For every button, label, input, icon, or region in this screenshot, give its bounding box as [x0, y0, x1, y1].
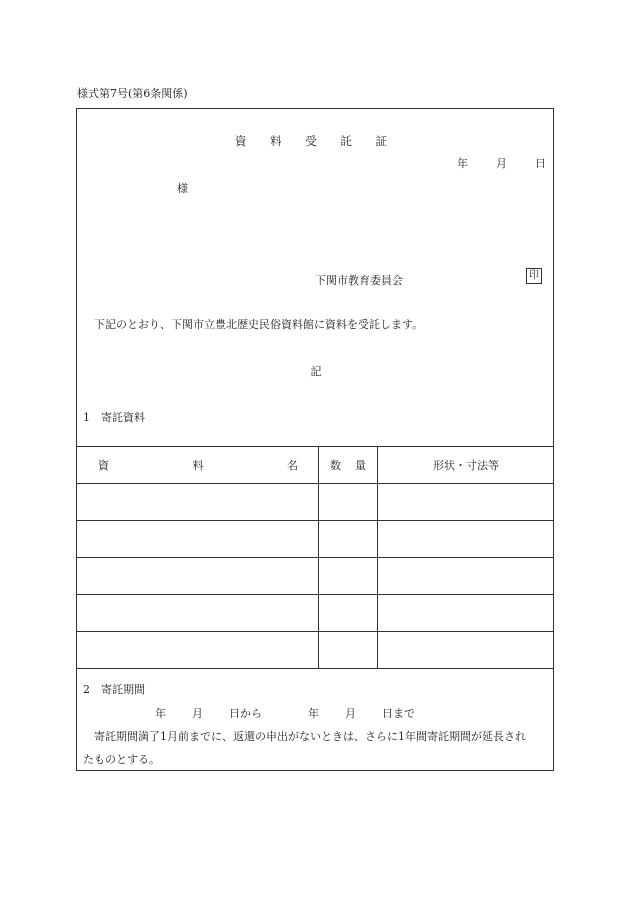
- deposit-items-table: [76, 446, 554, 669]
- table-row: [76, 484, 554, 521]
- period-to-month: 月: [345, 707, 356, 720]
- header-quantity: [319, 447, 378, 484]
- deposit-period-line: [155, 705, 415, 721]
- header-item-name: [76, 447, 319, 484]
- cell-shape-size[interactable]: [378, 632, 555, 669]
- certificate-title: 資 料 受 託 証: [234, 134, 398, 148]
- header-shape-size: 形状・寸法等: [378, 447, 555, 484]
- cell-item-name[interactable]: [76, 632, 319, 669]
- table-row: [76, 632, 554, 669]
- note-line-1: 寄託期間満了1月前までに、返還の申出がないときは、さらに1年間寄託期間が延長され: [94, 730, 526, 743]
- header-qty-char: 数: [330, 459, 341, 472]
- header-qty-char: 量: [355, 459, 366, 472]
- period-from-month: 月: [192, 707, 203, 720]
- certificate-frame: [76, 108, 554, 771]
- body-text: 下記のとおり、下関市立豊北歴史民俗資料館に資料を受託します。: [94, 318, 424, 331]
- cell-quantity[interactable]: [319, 521, 378, 558]
- cell-item-name[interactable]: [76, 595, 319, 632]
- form-number-label: 様式第7号(第6条関係): [77, 87, 188, 100]
- issuer-name: 下関市教育委員会: [315, 274, 403, 287]
- cell-quantity[interactable]: [319, 558, 378, 595]
- cell-item-name[interactable]: [76, 558, 319, 595]
- table-row: [76, 521, 554, 558]
- cell-shape-size[interactable]: [378, 595, 555, 632]
- cell-quantity[interactable]: [319, 595, 378, 632]
- date-day: 日: [535, 157, 546, 170]
- header-name-char: 料: [192, 459, 204, 472]
- date-year: 年: [457, 157, 468, 170]
- note-line-2: たものとする。: [83, 753, 160, 766]
- table-row: [76, 558, 554, 595]
- ki-heading: 記: [310, 365, 322, 378]
- cell-shape-size[interactable]: [378, 484, 555, 521]
- date-line: [457, 155, 546, 171]
- table-header-row: [76, 447, 554, 484]
- section2-heading: 2 寄託期間: [83, 683, 145, 696]
- date-month: 月: [496, 157, 507, 170]
- cell-quantity[interactable]: [319, 484, 378, 521]
- cell-shape-size[interactable]: [378, 558, 555, 595]
- cell-shape-size[interactable]: [378, 521, 555, 558]
- seal-mark: 印: [526, 268, 542, 284]
- period-to-day: 日まで: [382, 707, 415, 720]
- period-from-day: 日から: [229, 707, 262, 720]
- section1-heading: 1 寄託資料: [83, 411, 145, 424]
- header-name-char: 名: [287, 459, 298, 472]
- recipient-suffix: 様: [177, 182, 188, 195]
- period-from-year: 年: [155, 707, 166, 720]
- cell-quantity[interactable]: [319, 632, 378, 669]
- cell-item-name[interactable]: [76, 521, 319, 558]
- period-to-year: 年: [308, 707, 319, 720]
- header-name-char: 資: [98, 459, 109, 472]
- cell-item-name[interactable]: [76, 484, 319, 521]
- table-row: [76, 595, 554, 632]
